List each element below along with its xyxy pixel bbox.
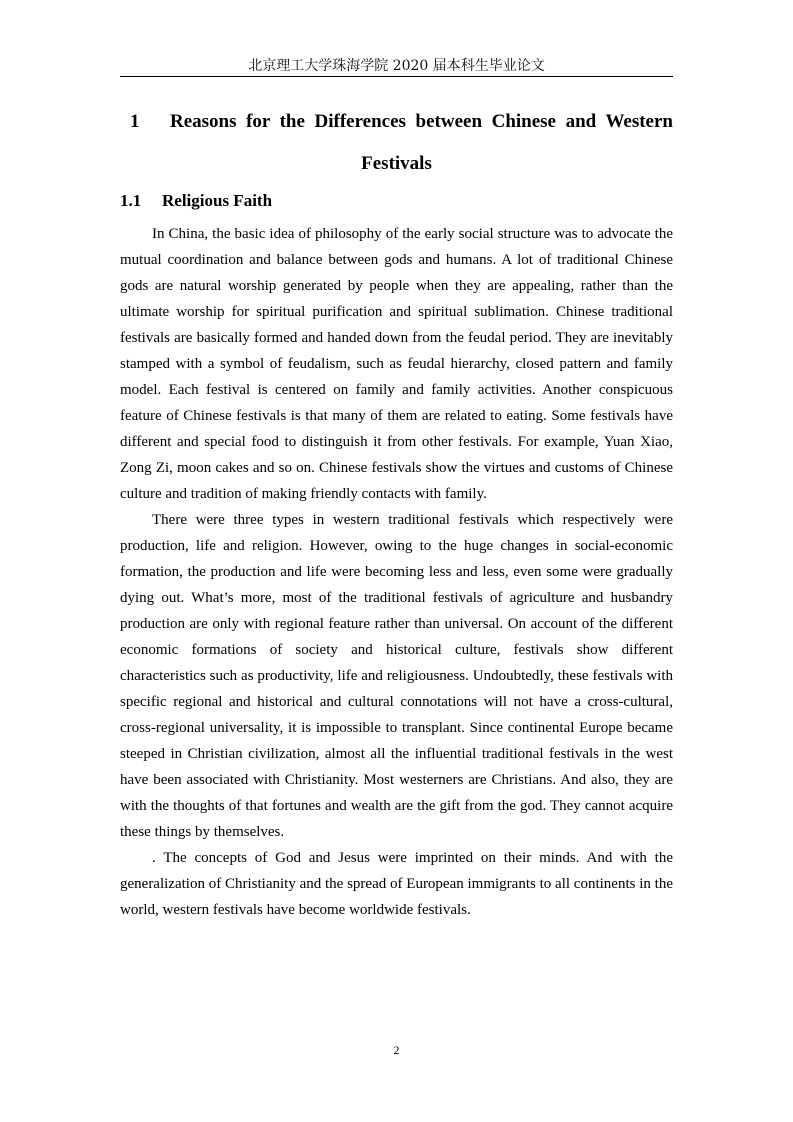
section-heading	[120, 188, 673, 214]
section-number: 1.1	[120, 191, 142, 210]
page-number: 2	[393, 1043, 400, 1057]
paragraph: . The concepts of God and Jesus were imprinted on their minds. And with the generalization of Christianity and the spread of European immigrants to all continents in the world, western festivals have become worldwide festivals.	[120, 850, 673, 918]
chapter-title-line2: Festivals	[361, 153, 432, 174]
section-title: Religious Faith	[162, 191, 273, 210]
body-text	[120, 221, 673, 923]
chapter-heading-line1	[120, 102, 673, 142]
running-header: 北京理工大学珠海学院 2020 届本科生毕业论文	[248, 58, 545, 74]
paragraph: In China, the basic idea of philosophy of the early social structure was to advocate the mutual coordination and balance between gods and humans. A lot of traditional Chinese gods are natural worship generated by people when they are appealing, rather than the ultimate worship for spiritual purification and spiritual sublimation. Chinese traditional festivals are basically formed and handed down from the feudal period. They are inevitably stamped with a symbol of feudalism, such as feudal hierarchy, closed pattern and family model. Each festival is centered on family and family activities. Another conspicuous feature of Chinese festivals is that many of them are related to eating. Some festivals have different and special food to distinguish it from other festivals. For example, Yuan Xiao, Zong Zi, moon cakes and so on. Chinese festivals show the virtues and customs of Chinese culture and tradition of making friendly contacts with family.	[120, 226, 673, 502]
chapter-number: 1	[130, 111, 140, 132]
chapter-title-line1: Reasons for the Differences between Chinese and Western	[170, 111, 673, 132]
header-rule	[120, 76, 673, 77]
paragraph: There were three types in western traditional festivals which respectively were production, life and religion. However, owing to the huge changes in social-economic formation, the production and life were becoming less and less, even some were gradually dying out. What’s more, most of the traditional festivals of agriculture and husbandry production are only with regional feature rather than universal. On account of the different economic formations of society and historical culture, festivals show different characteristics such as productivity, life and religiousness. Undoubtedly, these festivals with specific regional and historical and cultural connotations will not have a cross-cultural, cross-regional universality, it is impossible to transplant. Since continental Europe became steeped in Christian civilization, almost all the influential traditional festivals in the west have been associated with Christianity. Most westerners are Christians. And also, they are with the thoughts of that fortunes and wealth are the gift from the god. They cannot acquire these things by themselves.	[120, 512, 673, 840]
chapter-heading	[120, 102, 673, 184]
